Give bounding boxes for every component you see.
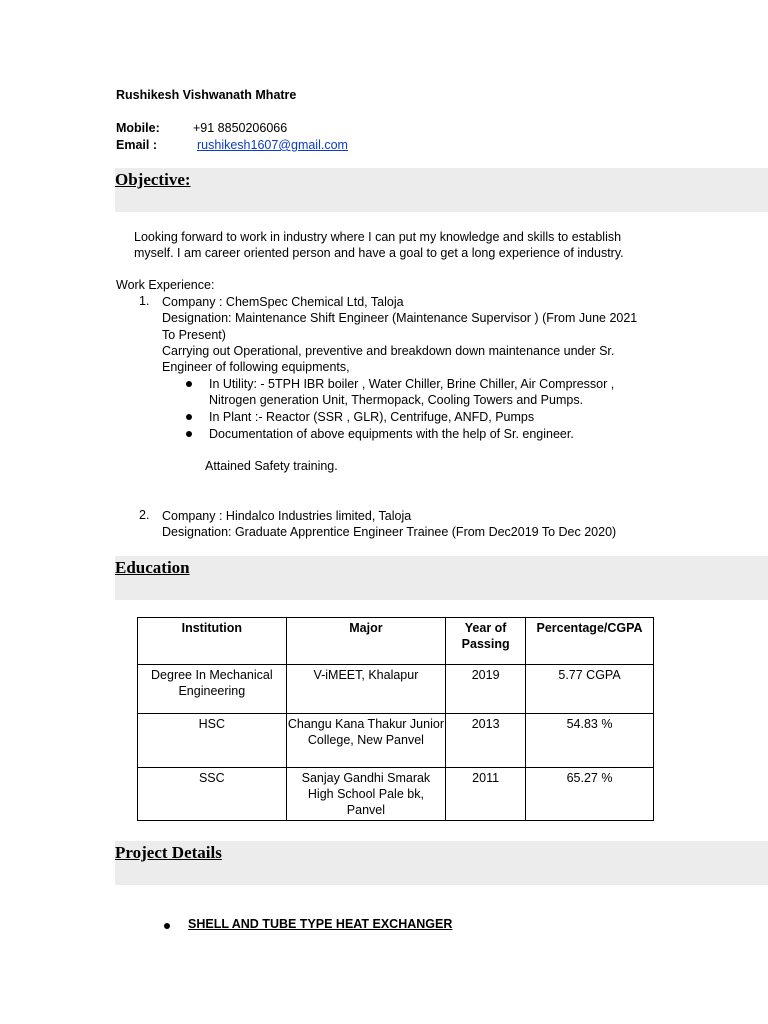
list-item: Documentation of above equipments with the help of Sr. engineer.: [209, 427, 574, 441]
work-item-2: [162, 508, 652, 541]
mobile-value: +91 8850206066: [193, 121, 288, 135]
column-header: Percentage/CGPA: [526, 618, 654, 665]
column-header: Year of Passing: [446, 618, 526, 665]
table-cell: Degree In Mechanical Engineering: [138, 665, 287, 714]
project-item: SHELL AND TUBE TYPE HEAT EXCHANGER: [188, 917, 453, 931]
description-line: Carrying out Operational, preventive and breakdown down maintenance under Sr. Engineer of following equipments,: [162, 343, 615, 375]
list-number: 2.: [139, 508, 150, 522]
table-cell: 5.77 CGPA: [526, 665, 654, 714]
objective-text: Looking forward to work in industry where I can put my knowledge and skills to establish myself. I am career oriented person and have a goal to get a long experience of industry.: [134, 230, 624, 260]
company-line: Company : ChemSpec Chemical Ltd, Taloja: [162, 295, 404, 309]
table-cell: HSC: [138, 714, 287, 768]
safety-note: Attained Safety training.: [205, 459, 338, 473]
table-cell: V-iMEET, Khalapur: [286, 665, 446, 714]
email-link[interactable]: rushikesh1607@gmail.com: [197, 138, 348, 152]
mobile-label: Mobile:: [116, 121, 160, 135]
table-cell: 2011: [446, 768, 526, 821]
email-label: Email :: [116, 138, 157, 152]
table-row: [138, 714, 654, 768]
objective-section-band: [115, 168, 768, 212]
candidate-name: Rushikesh Vishwanath Mhatre: [116, 88, 297, 102]
designation-line: Designation: Graduate Apprentice Engineer Trainee (From Dec2019 To Dec 2020): [162, 525, 617, 540]
objective-heading: Objective:: [115, 170, 191, 189]
company-line: Company : Hindalco Industries limited, Taloja: [162, 509, 412, 523]
work-item-1: [162, 294, 652, 375]
table-cell: 65.27 %: [526, 768, 654, 821]
education-section-band: [115, 556, 768, 600]
bullet-icon: [186, 426, 192, 440]
bullet-icon: [164, 918, 170, 932]
table-header-row: [138, 618, 654, 665]
table-cell: SSC: [138, 768, 287, 821]
column-header: Major: [286, 618, 446, 665]
education-table: [137, 617, 654, 821]
table-cell: Sanjay Gandhi Smarak High School Pale bk, Panvel: [286, 768, 446, 821]
list-item: In Utility: - 5TPH IBR boiler , Water Chiller, Brine Chiller, Air Compressor , Nitrogen generation Unit, Thermopack, Cooling Towers and Pumps.: [209, 377, 615, 408]
project-section-band: [115, 841, 768, 885]
designation-line: Designation: Maintenance Shift Engineer (Maintenance Supervisor ) (From June 2021 To Present): [162, 311, 638, 342]
list-number: 1.: [139, 294, 150, 308]
column-header: Institution: [138, 618, 287, 665]
table-row: [138, 768, 654, 821]
bullet-icon: [186, 376, 192, 390]
bullet-icon: [186, 409, 192, 423]
table-cell: 2013: [446, 714, 526, 768]
project-heading: Project Details: [115, 843, 222, 862]
work-experience-title: Work Experience:: [116, 278, 215, 292]
table-cell: Changu Kana Thakur Junior College, New Panvel: [286, 714, 446, 768]
table-cell: 2019: [446, 665, 526, 714]
list-item: In Plant :- Reactor (SSR , GLR), Centrifuge, ANFD, Pumps: [209, 410, 535, 424]
table-row: [138, 665, 654, 714]
education-heading: Education: [115, 558, 190, 577]
table-cell: 54.83 %: [526, 714, 654, 768]
